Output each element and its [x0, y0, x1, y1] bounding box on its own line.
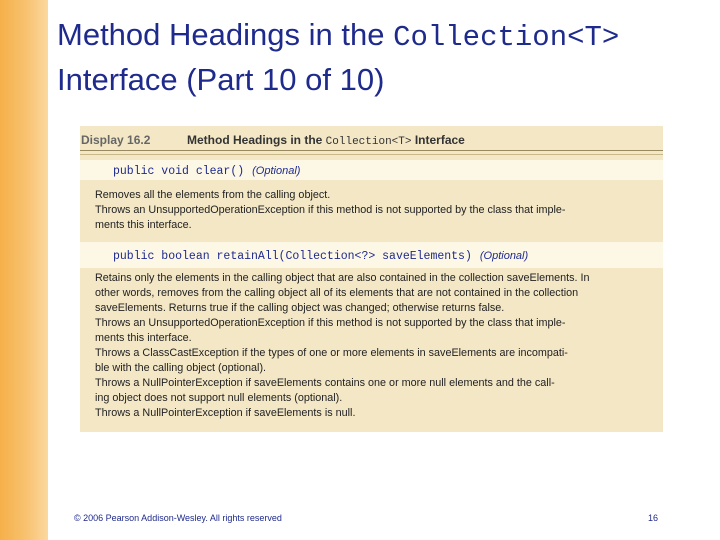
display-caption-prefix: Method Headings in the [187, 133, 326, 147]
display-header [80, 131, 663, 151]
display-number: Display 16.2 [81, 133, 151, 147]
description-line: Removes all the elements from the calling object. [95, 189, 331, 201]
slide-title [57, 14, 717, 101]
method-signature [113, 165, 300, 178]
description-line: ments this interface. [95, 332, 192, 344]
description-line: other words, removes from the calling object all of its elements that are not contained in the collection [95, 287, 579, 299]
description-line: Throws an UnsupportedOperationException if this method is not supported by the class that imple- [95, 317, 566, 329]
display-caption [187, 133, 465, 148]
display-caption-code: Collection<T> [325, 136, 412, 148]
title-text-part2: Interface (Part 10 of 10) [57, 62, 385, 97]
title-text-part1: Method Headings in the [57, 17, 394, 52]
optional-label: (Optional) [479, 250, 529, 262]
method-description [95, 188, 655, 233]
method-signature [113, 250, 528, 263]
description-line: Throws a NullPointerException if saveElements is null. [95, 407, 356, 419]
page-number: 16 [648, 513, 659, 523]
copyright-notice: © 2006 Pearson Addison-Wesley. All rights reserved [74, 513, 282, 523]
optional-label: (Optional) [252, 165, 301, 177]
method-signature-code: public boolean retainAll(Collection<?> saveElements) [113, 250, 472, 263]
description-line: Throws an UnsupportedOperationException if this method is not supported by the class that imple- [95, 204, 566, 216]
description-line: Throws a NullPointerException if saveElements contains one or more null elements and the call- [95, 377, 555, 389]
description-line: saveElements. Returns true if the calling object was changed; otherwise returns false. [95, 302, 505, 314]
method-signature-code: public void clear() [113, 165, 245, 178]
orange-side-bar [0, 0, 48, 540]
display-caption-suffix: Interface [411, 133, 465, 147]
description-line: Retains only the elements in the calling object that are also contained in the collection saveElements. In [95, 272, 590, 284]
display-figure [80, 126, 663, 432]
description-line: ing object does not support null elements (optional). [95, 392, 343, 404]
description-line: ments this interface. [95, 219, 192, 231]
description-line: ble with the calling object (optional). [95, 362, 267, 374]
description-line: Throws a ClassCastException if the types of one or more elements in saveElements are incompati- [95, 347, 568, 359]
method-description [95, 271, 655, 421]
title-code: Collection<T> [393, 21, 620, 54]
header-sub-rule [80, 154, 663, 155]
header-rule [80, 150, 663, 151]
